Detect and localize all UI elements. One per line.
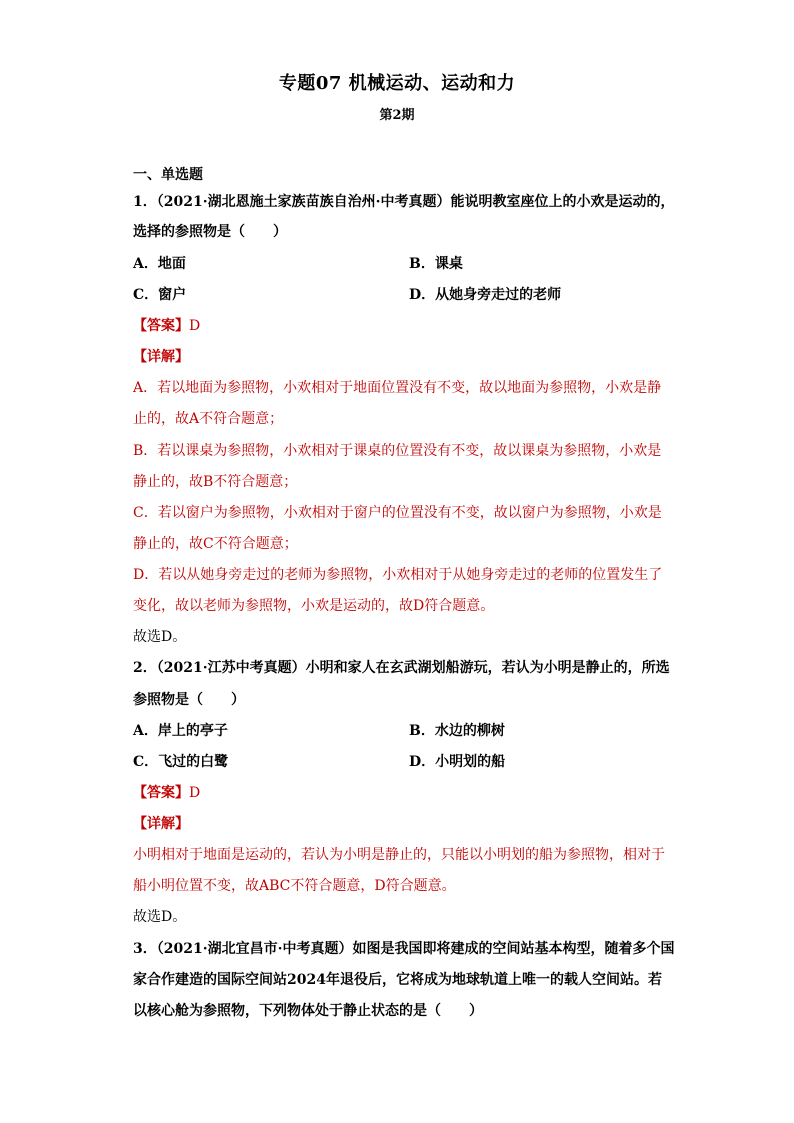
page-title: 专题07 机械运动、运动和力 (278, 73, 516, 94)
q2-stem-line1: 2．（2021·江苏中考真题）小明和家人在玄武湖划船游玩，若认为小明是静止的，所选 (133, 660, 670, 676)
q1-explain-line: D．若以从她身旁走过的老师为参照物，小欢相对于从她身旁走过的老师的位置发生了 (133, 567, 663, 583)
q2-option-c: C．飞过的白鹭 (133, 754, 229, 770)
q3-stem-line2: 家合作建造的国际空间站2024年退役后，它将成为地球轨道上唯一的载人空间站。若 (133, 972, 662, 988)
q2-explain-line: 船小明位置不变，故ABC不符合题意，D符合题意。 (133, 878, 456, 894)
page-subtitle: 第2期 (379, 108, 415, 123)
q2-explain-label: 【详解】 (133, 816, 189, 832)
q1-option-c: C．窗户 (133, 287, 187, 303)
q1-option-a: A．地面 (133, 256, 186, 272)
answer-label: 【答案】 (133, 785, 189, 801)
q1-conclusion: 故选D。 (133, 629, 187, 645)
q1-explain-line: C．若以窗户为参照物，小欢相对于窗户的位置没有不变，故以窗户为参照物，小欢是 (133, 505, 662, 521)
q2-option-b: B．水边的柳树 (409, 723, 505, 739)
answer-value: D (189, 318, 201, 334)
q3-stem-line1: 3．（2021·湖北宜昌市·中考真题）如图是我国即将建成的空间站基本构型，随着多个国 (133, 941, 675, 957)
answer-label: 【答案】 (133, 318, 189, 334)
q1-explain-line: A．若以地面为参照物，小欢相对于地面位置没有不变，故以地面为参照物，小欢是静 (133, 380, 662, 396)
q1-explain-line: B．若以课桌为参照物，小欢相对于课桌的位置没有不变，故以课桌为参照物，小欢是 (133, 443, 662, 459)
q1-explain-line: 静止的，故C不符合题意； (133, 536, 298, 552)
q1-explain-line: 静止的，故B不符合题意； (133, 474, 298, 490)
q1-option-b: B．课桌 (409, 256, 463, 272)
q2-option-a: A．岸上的亭子 (133, 723, 228, 739)
q2-explain-line: 小明相对于地面是运动的，若认为小明是静止的，只能以小明划的船为参照物，相对于 (133, 847, 665, 863)
q1-explain-label: 【详解】 (133, 349, 189, 365)
section-heading: 一、单选题 (133, 167, 203, 183)
q2-option-d: D．小明划的船 (409, 754, 506, 770)
q3-stem-line3: 以核心舱为参照物，下列物体处于静止状态的是（ ） (133, 1003, 483, 1019)
q1-answer (133, 316, 200, 336)
q1-explain-line: 变化，故以老师为参照物，小欢是运动的，故D符合题意。 (133, 598, 495, 614)
q2-stem-line2: 参照物是（ ） (133, 692, 245, 708)
q1-option-d: D．从她身旁走过的老师 (409, 287, 562, 303)
answer-value: D (189, 785, 201, 801)
q1-stem-line1: 1．（2021·湖北恩施土家族苗族自治州·中考真题）能说明教室座位上的小欢是运动的， (133, 194, 675, 210)
q2-conclusion: 故选D。 (133, 909, 187, 925)
q1-explain-line: 止的，故A不符合题意； (133, 411, 284, 427)
q2-answer (133, 783, 200, 803)
q1-stem-line2: 选择的参照物是（ ） (133, 224, 287, 240)
